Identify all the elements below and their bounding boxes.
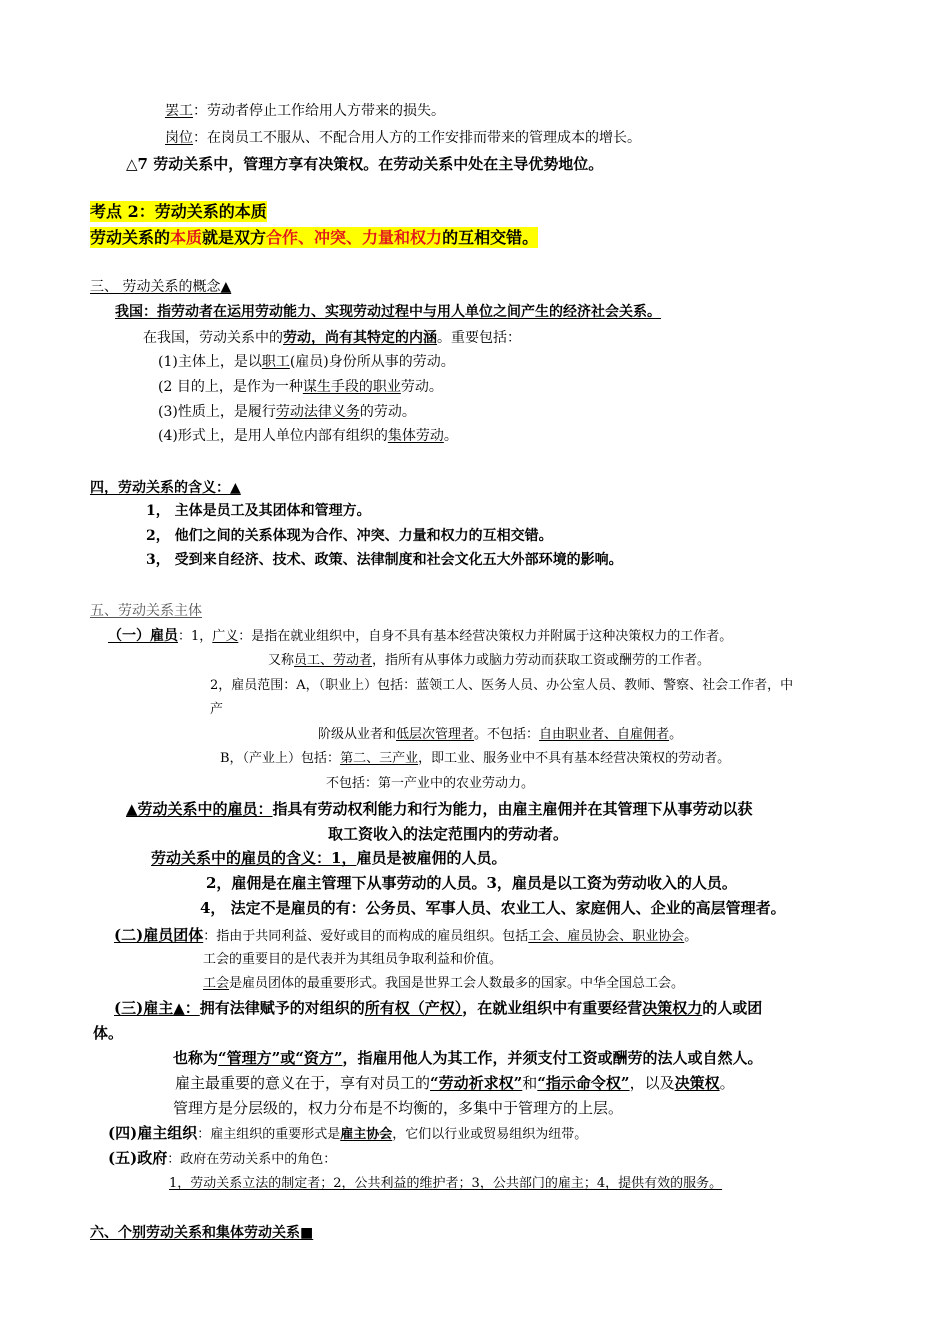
decision-power-note: △7 劳动关系中，管理方享有决策权。在劳动关系中处在主导优势地位。 [126,155,604,173]
t: 阶级从业者和 [318,727,397,742]
employer-def-wrap: 体。 [93,1024,124,1042]
section4-item-3: 3， 受到来自经济、技术、政策、法律制度和社会文化五大外部环境的影响。 [146,552,623,568]
t: 雇主协会 [340,1127,393,1142]
t: (2 目的上，是作为一种 [158,379,303,395]
t: 。 [684,929,698,944]
section3-heading: 三、 劳动关系的概念▲ [90,279,232,295]
section4-heading: 四，劳动关系的含义：▲ [90,480,241,496]
employee-range-a2 [318,728,682,741]
t: “管理方”或“资方” [218,1049,343,1067]
employee-meaning-2: 2，雇佣是在雇主管理下从事劳动的人员。3，雇员是以工资为劳动收入的人员。 [206,874,737,892]
term-post: 岗位 [165,130,193,146]
t: (4)形式上，是用人单位内部有组织的 [158,428,388,444]
section3-item-4 [158,429,458,443]
section3-item-1 [158,355,455,369]
t: ，以及 [629,1074,675,1092]
t: 就是双方 [202,228,267,247]
employee-meaning-3: 4， 法定不是雇员的有：公务员、军事人员、农业工人、家庭佣人、企业的高层管理者。 [200,899,786,917]
t: 雇主最重要的意义在于，享有对员工的 [175,1074,431,1092]
t: 低层次管理者 [396,727,475,742]
section5-heading: 五、劳动关系主体 [90,603,202,619]
text: ：在岗员工不服从、不配合用人方的工作安排而带来的管理成本的增长。 [193,130,641,146]
t: 又称 [268,653,295,668]
term-strike: 罢工 [165,103,193,119]
t: 劳动关系中的雇员的含义：1， [151,849,357,867]
t: 。 [719,1074,735,1092]
employee-alias [268,654,710,667]
employer-hierarchy: 管理方是分层级的，权力分布是不均衡的，多集中于管理方的上层。 [173,1099,624,1117]
t: 集体劳动 [387,428,444,444]
t: 的劳动。 [359,404,416,420]
t: ：雇主组织的重要形式是 [197,1127,341,1142]
t: 雇员是被雇佣的人员。 [356,849,507,867]
employee-range-b [220,752,730,765]
t: 决策权 [674,1074,720,1092]
t: 也称为 [173,1049,219,1067]
gov-label: (五)政府 [108,1149,168,1167]
t: ：1， [178,629,213,644]
employee-legal-def-2: 取工资收入的法定范围内的劳动者。 [328,825,569,843]
strike-line [165,104,445,118]
t: (雇员)身份所从事的劳动。 [289,354,455,370]
group-purpose: 工会的重要目的是代表并为其组员争取利益和价值。 [203,952,503,967]
t: 所有权（产权） [364,999,463,1017]
t: 。 [669,727,683,742]
section3-intro [143,331,521,345]
t: 职工 [261,354,290,370]
t: 指具有劳动权利能力和行为能力，由雇主雇佣并在其管理下从事劳动以获 [272,800,753,818]
point2-essence [90,230,538,246]
employee-meaning-1 [151,851,506,866]
section3-item-2 [158,380,443,394]
t: 自由职业者、自雇佣者 [539,727,670,742]
t: 的人或团 [702,999,763,1017]
employee-label: （一）雇员 [108,628,178,644]
employee-group [114,928,697,943]
t: ，指雇用他人为其工作，并须支付工资或酬劳的法人或自然人。 [342,1049,763,1067]
employer-significance [175,1076,735,1091]
t: ▲劳动关系中的雇员： [126,800,273,818]
t: ，它们以行业或贸易组织为纽带。 [392,1127,588,1142]
t: 劳动关系的 [90,228,171,247]
t: (1)主体上，是以 [158,354,262,370]
t: 第二、三产业 [340,751,419,766]
employee-legal-def [126,802,753,817]
t: ：是指在就业组织中，自身不具有基本经营决策权力并附属于这种决策权力的工作者。 [238,629,733,644]
t: ：政府在劳动关系中的角色： [167,1152,337,1167]
employer-label: (三)雇主▲： [114,999,200,1017]
t: 。 [443,428,458,444]
t: ，在就业组织中有重要经营 [462,999,643,1017]
t: “劳动祈求权” [430,1074,523,1092]
point2-title-text: 考点 2：劳动关系的本质 [90,202,267,221]
section6-heading: 六、个别劳动关系和集体劳动关系■ [90,1225,314,1241]
employee-range-a: 2，雇员范围：A，（职业上）包括：蓝领工人、医务人员、办公室人员、教师、警察、社会工作者，中 [210,678,794,693]
section4-item-1: 1， 主体是员工及其团体和管理方。 [146,503,371,519]
t: 本质 [170,228,203,247]
section4-item-2: 2， 他们之间的关系体现为合作、冲突、力量和权力的互相交错。 [146,528,553,544]
government [108,1151,336,1166]
t: ：指由于共同利益、爱好或目的而构成的雇员组织。包括 [203,929,529,944]
t: 广义 [212,629,239,644]
t: 的互相交错。 [442,228,539,247]
group-label: (二)雇员团体 [114,926,204,944]
post-line [165,131,641,145]
employee-exclude: 不包括：第一产业中的农业劳动力。 [326,776,535,791]
employer-alias [173,1051,763,1066]
t: ，指所有从事体力或脑力劳动而获取工资或酬劳的工作者。 [372,653,711,668]
t: 是雇员团体的最重要形式。我国是世界工会人数最多的国家。中华全国总工会。 [229,976,685,991]
government-roles: 1，劳动关系立法的制定者；2，公共利益的维护者；3，公共部门的雇主；4，提供有效的服务。 [169,1176,723,1191]
t: 劳动，尚有其特定的内涵 [283,330,437,346]
t: 工会 [203,976,230,991]
t: 。重要包括： [437,330,521,346]
employer-def [114,1001,762,1016]
employer-org [108,1126,587,1141]
t: 劳动。 [400,379,443,395]
t: 拥有法律赋予的对组织的 [199,999,365,1017]
t: 劳动法律义务 [275,404,360,420]
t: 在我国，劳动关系中的 [143,330,283,346]
t: 决策权力 [642,999,703,1017]
employee-range-a-wrap: 产 [210,702,224,717]
text: ：劳动者停止工作给用人方带来的损失。 [193,103,445,119]
t: 。不包括： [474,727,540,742]
t: “指示命令权” [537,1074,630,1092]
t: (3)性质上，是履行 [158,404,276,420]
group-union [203,977,684,990]
t: 工会、雇员协会、职业协会 [528,929,685,944]
t: ，即工业、服务业中不具有基本经营决策权的劳动者。 [418,751,731,766]
t: 和 [522,1074,538,1092]
t: B，（产业上）包括： [220,751,341,766]
point2-title [90,204,267,220]
section3-definition: 我国：指劳动者在运用劳动能力、实现劳动过程中与用人单位之间产生的经济社会关系。 [115,304,661,320]
t: 员工、劳动者 [294,653,373,668]
section3-item-3 [158,405,416,419]
t: 合作、冲突、力量和权力 [266,228,443,247]
employee-broad [108,629,732,643]
org-label: (四)雇主组织 [108,1124,198,1142]
t: 谋生手段的职业 [302,379,401,395]
